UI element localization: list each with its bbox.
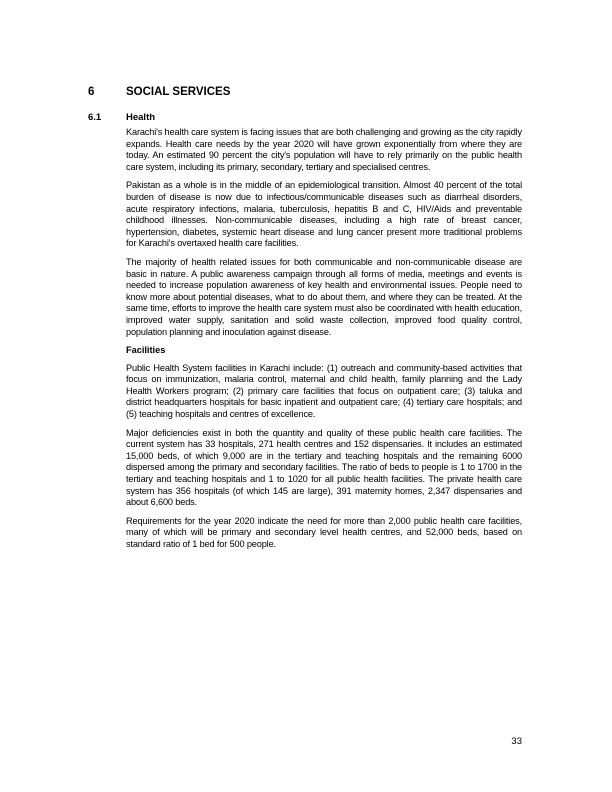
- section-heading: [88, 84, 508, 100]
- subsection-number: 6.1: [88, 112, 102, 123]
- paragraph-health-issues: The majority of health related issues for both communicable and non-communicable disease are basic in nature. A public awareness campaign through all forms of media, meetings and events is needed to increase population awareness of key health and environmental issues. People need to know more about potential diseases, what to do about them, and where they can be treated. At the same time, efforts to improve the health care system must also be coordinated with health education, improved water supply, sanitation and solid waste collection, improved food quality control, population planning and inoculation against disease.: [126, 256, 522, 337]
- section-number: 6: [88, 86, 95, 98]
- section-title: SOCIAL SERVICES: [126, 86, 231, 98]
- page-number: 33: [511, 736, 522, 747]
- paragraph-epidemiological-transition: Pakistan as a whole is in the middle of an epidemiological transition. Almost 40 percent of the total burden of disease is now due to infectious/communicable diseases such as diarrheal disorders, acute respiratory infections, malaria, tuberculosis, hepatitis B and C, HIV/Aids and preventable childhood illnesses. Non-communicable diseases, including a high rate of breast cancer, hypertension, diabetes, systemic heart disease and lung cancer present more traditional problems for Karachi's overtaxed health care facilities.: [126, 180, 522, 249]
- facilities-heading: Facilities: [126, 345, 166, 356]
- body-text: [126, 127, 522, 558]
- paragraph-deficiencies: Major deficiencies exist in both the quantity and quality of these public health care facilities. The current system has 33 hospitals, 271 health centres and 152 dispensaries. It includes an estimated 15,000 beds, of which 9,000 are in the tertiary and teaching hospitals and the remaining 6000 dispersed among the primary and secondary facilities. The ratio of beds to people is 1 to 1700 in the tertiary and teaching hospitals and 1 to 1020 for all public health facilities. The private health care system has 356 hospitals (of which 145 are large), 391 maternity homes, 2,347 dispensaries and about 6,600 beds.: [126, 427, 522, 508]
- subsection-heading: [88, 111, 508, 125]
- paragraph-facilities-list: Public Health System facilities in Karachi include: (1) outreach and community-based activities that focus on immunization, malaria control, maternal and child health, family planning and the Lady Health Workers program; (2) primary care facilities that focus on outpatient care; (3) taluka and district headquarters hospitals for basic inpatient and outpatient care; (4) tertiary care hospitals; and (5) teaching hospitals and centres of excellence.: [126, 362, 522, 420]
- paragraph-health-care-system: Karachi's health care system is facing issues that are both challenging and growing as the city rapidly expands. Health care needs by the year 2020 will have grown exponentially from where they are today. An estimated 90 percent the city's population will have to rely primarily on the public health care system, including its primary, secondary, tertiary and specialised centres.: [126, 127, 522, 172]
- subsection-title: Health: [126, 112, 156, 123]
- paragraph-requirements-2020: Requirements for the year 2020 indicate the need for more than 2,000 public health care facilities, many of which will be primary and secondary level health centres, and 52,000 beds, based on standard ratio of 1 bed for 500 people.: [126, 515, 522, 549]
